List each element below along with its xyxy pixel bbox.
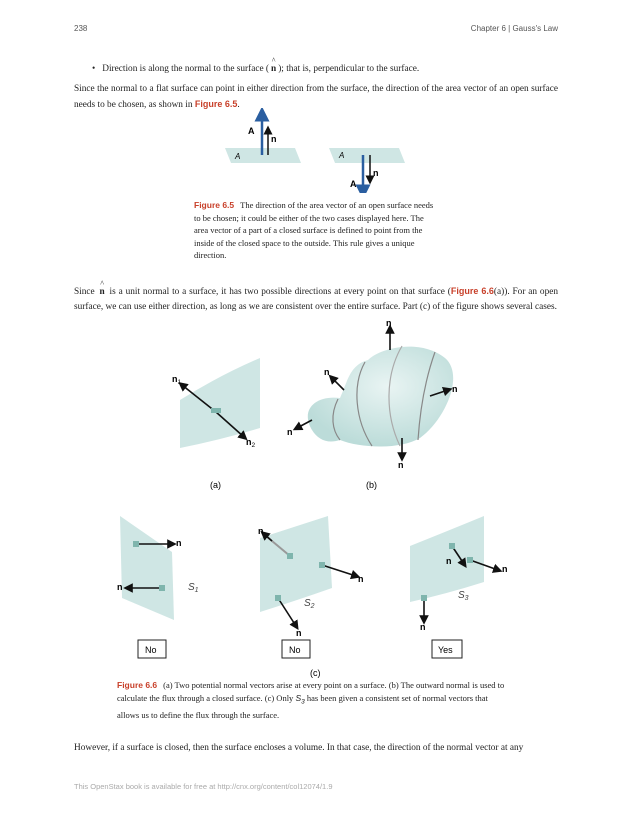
figure-6-6-caption-text-2: has been given a consistent set of normal vectors that allows us to define the flux through the surface. [117, 692, 488, 720]
patch-s1-lower [159, 585, 165, 591]
answer-s1: No [145, 645, 157, 655]
surface-s1 [120, 516, 174, 620]
label-area-A-left: A [235, 152, 241, 161]
figure-6-5-caption-text: The direction of the area vector of an open surface needs to be chosen; it could be either of the two cases displayed here. The area vector of a part of a closed surface is defined to point from the inside of the closed space to the outside. This rule gives a unique direction. [194, 200, 434, 260]
label-n-b-bottom: n [398, 460, 404, 470]
paragraph-2-end: (a)). For an open surface, we can use either direction, as long as we are consistent over the entire surface. Part (c) of the figure shows several cases. [74, 287, 558, 312]
label-n-s1-upper: n [176, 538, 182, 548]
label-n-s3-right: n [502, 564, 508, 574]
label-n-b-right: n [452, 384, 458, 394]
label-n-b-left: n [287, 427, 293, 437]
label-n1: $n_1$ [172, 374, 182, 386]
patch-s1-upper [133, 541, 139, 547]
label-n-s3-bottom: n [420, 622, 426, 632]
paragraph-1-end: . [237, 99, 240, 110]
page-number: 238 [74, 24, 88, 33]
paragraph-2-start: Since [74, 287, 95, 297]
n-hat-symbol: ^ n [271, 62, 276, 77]
label-S1: $S_1$ [188, 582, 199, 594]
bullet-item [92, 62, 552, 77]
label-vector-n-left: n [271, 134, 277, 144]
label-vector-n-right: n [373, 168, 379, 178]
label-n-b-top: n [386, 320, 392, 328]
label-n2: $n_2$ [246, 437, 256, 449]
figure-6-5-caption-label: Figure 6.5 [194, 200, 235, 210]
label-S2: $S_2$ [304, 598, 315, 610]
patch-s3-right [467, 557, 473, 563]
figure-6-6-caption-label: Figure 6.6 [117, 680, 158, 690]
paragraph-2-middle: is a unit normal to a surface, it has two possible directions at every point on that surface ( [109, 287, 451, 297]
bullet-dot: • [92, 64, 96, 74]
label-n-s2-bottom: n [296, 628, 302, 638]
label-n-s2-right: n [358, 574, 364, 584]
label-area-A-right: A [339, 151, 345, 160]
label-n-b-left-upper: n [324, 367, 330, 377]
label-S3: $S_3$ [458, 590, 469, 602]
label-n-s3-left: n [446, 556, 452, 566]
patch-s2-right [319, 562, 325, 568]
surface-patch-a [211, 408, 221, 413]
figure-6-5-link[interactable]: Figure 6.5 [194, 98, 238, 109]
label-n-s1-lower: n [117, 582, 123, 592]
label-part-b: (b) [366, 480, 377, 490]
figure-6-6-link[interactable]: Figure 6.6 [450, 286, 494, 296]
patch-s2-left [287, 553, 293, 559]
surface-a [180, 358, 260, 448]
figure-6-5-diagram [215, 108, 415, 193]
answer-s2: No [289, 645, 301, 655]
caption-symbol-S3: $S_3$ [295, 692, 305, 706]
n-hat-symbol-2: ^ n [100, 285, 105, 300]
patch-s3-left [449, 543, 455, 549]
patch-s3-bottom [421, 595, 427, 601]
figure-6-6-caption-text-1: (a) Two potential normal vectors arise at every point on a surface. (b) The outward normal is used to calculate the flux through a closed surface. (c) Only [117, 680, 505, 703]
answer-s3: Yes [438, 645, 453, 655]
paragraph-2 [74, 284, 558, 314]
bullet-text-after: ); that is, perpendicular to the surface. [278, 64, 420, 74]
bullet-text-before: Direction is along the normal to the surface ( [102, 64, 270, 74]
figure-6-6-caption [117, 679, 509, 721]
label-n-s2-left: n [258, 526, 264, 536]
paragraph-3: However, if a surface is closed, then the surface encloses a volume. In that case, the direction of the normal vector at any [74, 743, 524, 753]
footer-note: This OpenStax book is available for free at http://cnx.org/content/col12074/1.9 [74, 782, 333, 791]
normal-b-left-upper [332, 378, 344, 390]
figure-6-6-diagram [100, 320, 540, 680]
label-part-a: (a) [210, 480, 221, 490]
label-part-c: (c) [310, 668, 321, 678]
label-vector-A-left: A [248, 126, 255, 136]
figure-6-5-caption [194, 199, 438, 262]
paragraph-1-text: Since the normal to a flat surface can point in either direction from the surface, the direction of the area vector of an open surface needs to be chosen, as shown in [74, 84, 558, 110]
patch-s2-bottom [275, 595, 281, 601]
label-vector-A-right: A [350, 179, 357, 189]
chapter-header: Chapter 6 | Gauss's Law [470, 24, 558, 33]
